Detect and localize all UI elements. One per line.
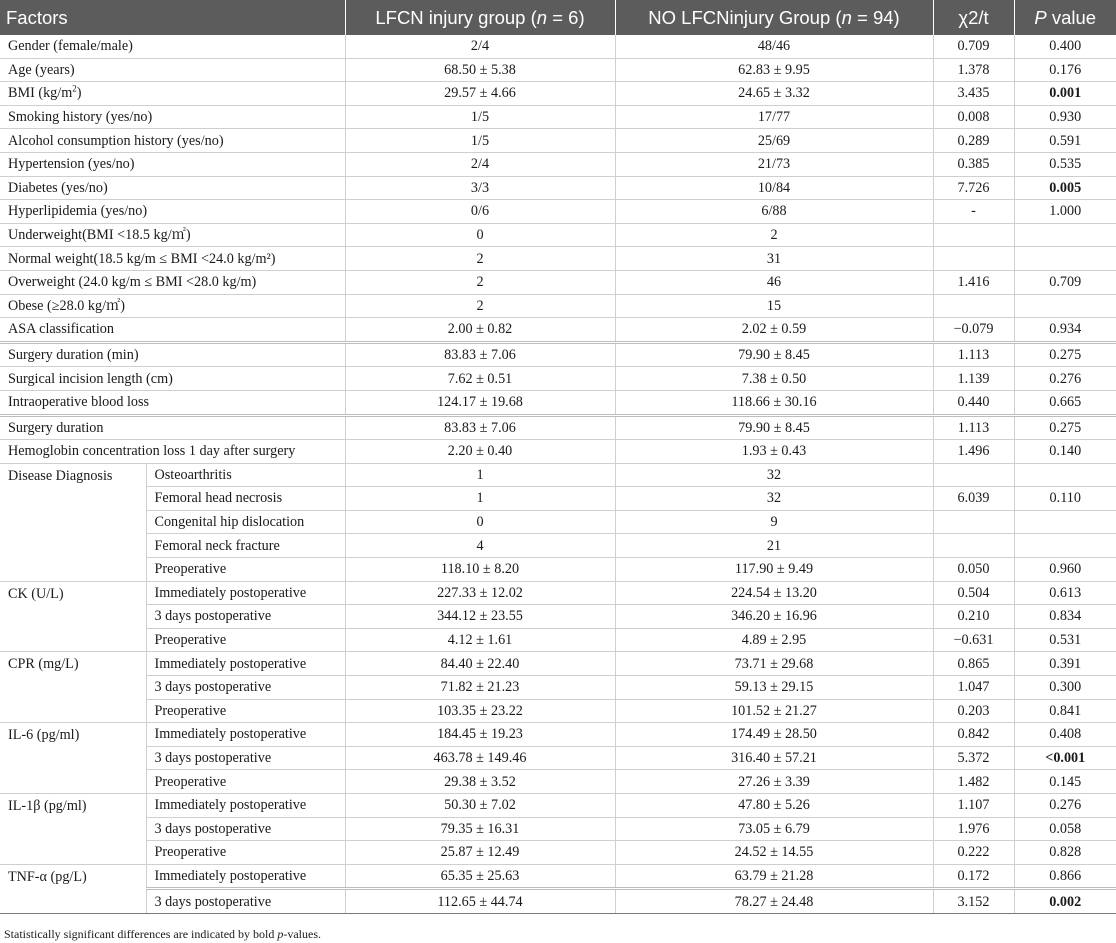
group-label: Disease Diagnosis	[0, 463, 146, 581]
lfcn-value: 112.65 ± 44.74	[345, 889, 615, 914]
lfcn-value: 29.38 ± 3.52	[345, 770, 615, 794]
table-row	[0, 440, 1116, 464]
p-value: 1.000	[1014, 200, 1116, 224]
no-lfcn-value: 48/46	[615, 35, 933, 58]
chi-value	[933, 534, 1014, 558]
lfcn-value: 1	[345, 487, 615, 511]
no-lfcn-value: 78.27 ± 24.48	[615, 889, 933, 914]
p-value: 0.934	[1014, 318, 1116, 343]
lfcn-value: 463.78 ± 149.46	[345, 746, 615, 770]
no-lfcn-value: 63.79 ± 21.28	[615, 864, 933, 889]
lfcn-value: 344.12 ± 23.55	[345, 605, 615, 629]
no-lfcn-value: 7.38 ± 0.50	[615, 367, 933, 391]
factor-label: Alcohol consumption history (yes/no)	[0, 129, 345, 153]
p-value: 0.058	[1014, 817, 1116, 841]
p-value: <0.001	[1014, 746, 1116, 770]
no-lfcn-value: 174.49 ± 28.50	[615, 723, 933, 747]
factor-label: Surgery duration (min)	[0, 342, 345, 367]
lfcn-value: 1/5	[345, 105, 615, 129]
table-row	[0, 841, 1116, 865]
lfcn-value: 227.33 ± 12.02	[345, 581, 615, 605]
table-row	[0, 82, 1116, 106]
chi-value: 0.842	[933, 723, 1014, 747]
no-lfcn-value: 24.65 ± 3.32	[615, 82, 933, 106]
chi-value: 0.709	[933, 35, 1014, 58]
p-value: 0.709	[1014, 270, 1116, 294]
header-factors: Factors	[0, 0, 345, 35]
subfactor-label: Femoral neck fracture	[146, 534, 345, 558]
no-lfcn-value: 117.90 ± 9.49	[615, 558, 933, 582]
p-value	[1014, 534, 1116, 558]
table-row	[0, 676, 1116, 700]
p-value: 0.535	[1014, 152, 1116, 176]
p-value: 0.834	[1014, 605, 1116, 629]
lfcn-value: 2.00 ± 0.82	[345, 318, 615, 343]
table-row	[0, 105, 1116, 129]
no-lfcn-value: 21	[615, 534, 933, 558]
p-value: 0.276	[1014, 367, 1116, 391]
no-lfcn-value: 101.52 ± 21.27	[615, 699, 933, 723]
chi-value: 1.113	[933, 342, 1014, 367]
no-lfcn-value: 27.26 ± 3.39	[615, 770, 933, 794]
p-value: 0.828	[1014, 841, 1116, 865]
factor-label: Gender (female/male)	[0, 35, 345, 58]
lfcn-value: 0	[345, 510, 615, 534]
chi-value: 1.378	[933, 58, 1014, 82]
no-lfcn-value: 79.90 ± 8.45	[615, 415, 933, 440]
chi-value	[933, 294, 1014, 318]
lfcn-value: 65.35 ± 25.63	[345, 864, 615, 889]
chi-value: 3.435	[933, 82, 1014, 106]
lfcn-value: 184.45 ± 19.23	[345, 723, 615, 747]
chi-value: 0.050	[933, 558, 1014, 582]
subfactor-label: Immediately postoperative	[146, 581, 345, 605]
chi-value: 0.210	[933, 605, 1014, 629]
lfcn-value: 79.35 ± 16.31	[345, 817, 615, 841]
table-footnote: Statistically significant differences are indicated by bold p-values.	[4, 927, 322, 941]
table-row	[0, 58, 1116, 82]
factor-label: Hyperlipidemia (yes/no)	[0, 200, 345, 224]
factor-label: Surgical incision length (cm)	[0, 367, 345, 391]
p-value: 0.613	[1014, 581, 1116, 605]
chi-value: 1.107	[933, 794, 1014, 818]
no-lfcn-value: 6/88	[615, 200, 933, 224]
factor-label: Underweight(BMI <18.5 kg/㎡)	[0, 223, 345, 247]
lfcn-value: 0/6	[345, 200, 615, 224]
chi-value: 0.008	[933, 105, 1014, 129]
no-lfcn-value: 47.80 ± 5.26	[615, 794, 933, 818]
no-lfcn-value: 2.02 ± 0.59	[615, 318, 933, 343]
no-lfcn-value: 4.89 ± 2.95	[615, 628, 933, 652]
subfactor-label: Preoperative	[146, 841, 345, 865]
table-row	[0, 294, 1116, 318]
header-no-lfcn-group: NO LFCNinjury Group (n = 94)	[615, 0, 933, 35]
table-row	[0, 746, 1116, 770]
p-value	[1014, 463, 1116, 487]
p-value: 0.391	[1014, 652, 1116, 676]
group-label: IL-6 (pg/ml)	[0, 723, 146, 794]
no-lfcn-value: 31	[615, 247, 933, 271]
factor-label: Age (years)	[0, 58, 345, 82]
p-value	[1014, 294, 1116, 318]
p-value	[1014, 223, 1116, 247]
factor-label: BMI $(kg/m^2)$	[0, 82, 345, 106]
no-lfcn-value: 59.13 ± 29.15	[615, 676, 933, 700]
factor-label: Smoking history (yes/no)	[0, 105, 345, 129]
subfactor-label: Immediately postoperative	[146, 864, 345, 889]
chi-value: 0.440	[933, 390, 1014, 415]
no-lfcn-value: 2	[615, 223, 933, 247]
chi-value: 0.289	[933, 129, 1014, 153]
subfactor-label: Osteoarthritis	[146, 463, 345, 487]
table-row	[0, 176, 1116, 200]
lfcn-value: 3/3	[345, 176, 615, 200]
chi-value: 3.152	[933, 889, 1014, 914]
table-row	[0, 318, 1116, 343]
no-lfcn-value: 118.66 ± 30.16	[615, 390, 933, 415]
no-lfcn-value: 46	[615, 270, 933, 294]
p-value: 0.300	[1014, 676, 1116, 700]
table-row	[0, 152, 1116, 176]
subfactor-label: Preoperative	[146, 558, 345, 582]
table-row	[0, 723, 1116, 747]
subfactor-label: Preoperative	[146, 699, 345, 723]
table-row	[0, 889, 1116, 914]
chi-value: 0.172	[933, 864, 1014, 889]
subfactor-label: Preoperative	[146, 628, 345, 652]
p-value: 0.960	[1014, 558, 1116, 582]
lfcn-value: 83.83 ± 7.06	[345, 415, 615, 440]
header-lfcn-group: LFCN injury group (n = 6)	[345, 0, 615, 35]
lfcn-value: 2/4	[345, 152, 615, 176]
no-lfcn-value: 73.71 ± 29.68	[615, 652, 933, 676]
table-row	[0, 223, 1116, 247]
table-row	[0, 699, 1116, 723]
table-row	[0, 270, 1116, 294]
p-value: 0.665	[1014, 390, 1116, 415]
lfcn-value: 103.35 ± 23.22	[345, 699, 615, 723]
table-row	[0, 200, 1116, 224]
group-label: TNF-α (pg/L)	[0, 864, 146, 913]
lfcn-value: 84.40 ± 22.40	[345, 652, 615, 676]
chi-value: 1.976	[933, 817, 1014, 841]
table-row	[0, 581, 1116, 605]
subfactor-label: Femoral head necrosis	[146, 487, 345, 511]
subfactor-label: 3 days postoperative	[146, 889, 345, 914]
table-row	[0, 628, 1116, 652]
group-label: CPR (mg/L)	[0, 652, 146, 723]
p-value: 0.276	[1014, 794, 1116, 818]
no-lfcn-value: 21/73	[615, 152, 933, 176]
p-value: 0.275	[1014, 415, 1116, 440]
no-lfcn-value: 224.54 ± 13.20	[615, 581, 933, 605]
factor-label: Hypertension (yes/no)	[0, 152, 345, 176]
p-value: 0.140	[1014, 440, 1116, 464]
lfcn-value: 68.50 ± 5.38	[345, 58, 615, 82]
subfactor-label: Immediately postoperative	[146, 794, 345, 818]
no-lfcn-value: 17/77	[615, 105, 933, 129]
p-value	[1014, 510, 1116, 534]
p-value: 0.841	[1014, 699, 1116, 723]
header-chi-t: χ2/t	[933, 0, 1014, 35]
factor-label: Normal weight(18.5 kg/m ≤ BMI <24.0 kg/m²)	[0, 247, 345, 271]
table-row	[0, 247, 1116, 271]
chi-value: 0.385	[933, 152, 1014, 176]
lfcn-value: 1	[345, 463, 615, 487]
lfcn-value: 1/5	[345, 129, 615, 153]
lfcn-value: 29.57 ± 4.66	[345, 82, 615, 106]
subfactor-label: 3 days postoperative	[146, 817, 345, 841]
chi-value: 0.504	[933, 581, 1014, 605]
lfcn-value: 83.83 ± 7.06	[345, 342, 615, 367]
factor-label: Hemoglobin concentration loss 1 day after surgery	[0, 440, 345, 464]
group-label: IL-1β (pg/ml)	[0, 794, 146, 865]
subfactor-label: 3 days postoperative	[146, 746, 345, 770]
header-p-value: P value	[1014, 0, 1116, 35]
lfcn-value: 50.30 ± 7.02	[345, 794, 615, 818]
subfactor-label: Preoperative	[146, 770, 345, 794]
chi-value: 0.222	[933, 841, 1014, 865]
lfcn-value: 0	[345, 223, 615, 247]
table-row	[0, 463, 1116, 487]
no-lfcn-value: 79.90 ± 8.45	[615, 342, 933, 367]
factor-label: Intraoperative blood loss	[0, 390, 345, 415]
table-row	[0, 342, 1116, 367]
chi-value	[933, 223, 1014, 247]
p-value: 0.591	[1014, 129, 1116, 153]
lfcn-value: 124.17 ± 19.68	[345, 390, 615, 415]
table-row	[0, 652, 1116, 676]
table-row	[0, 794, 1116, 818]
lfcn-value: 118.10 ± 8.20	[345, 558, 615, 582]
chi-value: 0.865	[933, 652, 1014, 676]
p-value: 0.002	[1014, 889, 1116, 914]
table-row	[0, 129, 1116, 153]
p-value: 0.145	[1014, 770, 1116, 794]
table-row	[0, 510, 1116, 534]
table-row	[0, 817, 1116, 841]
p-value: 0.001	[1014, 82, 1116, 106]
p-value: 0.005	[1014, 176, 1116, 200]
no-lfcn-value: 15	[615, 294, 933, 318]
p-value: 0.930	[1014, 105, 1116, 129]
no-lfcn-value: 1.93 ± 0.43	[615, 440, 933, 464]
chi-value: 1.139	[933, 367, 1014, 391]
lfcn-value: 4.12 ± 1.61	[345, 628, 615, 652]
chi-value: 5.372	[933, 746, 1014, 770]
lfcn-value: 7.62 ± 0.51	[345, 367, 615, 391]
chi-value: 1.496	[933, 440, 1014, 464]
table-row	[0, 558, 1116, 582]
lfcn-value: 25.87 ± 12.49	[345, 841, 615, 865]
no-lfcn-value: 316.40 ± 57.21	[615, 746, 933, 770]
lfcn-value: 4	[345, 534, 615, 558]
table-row	[0, 534, 1116, 558]
table-row	[0, 864, 1116, 889]
subfactor-label: Immediately postoperative	[146, 723, 345, 747]
lfcn-value: 2	[345, 270, 615, 294]
lfcn-value: 2	[345, 247, 615, 271]
lfcn-value: 2/4	[345, 35, 615, 58]
factor-label: ASA classification	[0, 318, 345, 343]
p-value: 0.531	[1014, 628, 1116, 652]
table-row	[0, 35, 1116, 58]
no-lfcn-value: 73.05 ± 6.79	[615, 817, 933, 841]
chi-value: 7.726	[933, 176, 1014, 200]
no-lfcn-value: 32	[615, 463, 933, 487]
subfactor-label: Congenital hip dislocation	[146, 510, 345, 534]
factor-label: Surgery duration	[0, 415, 345, 440]
group-label: CK (U/L)	[0, 581, 146, 652]
subfactor-label: 3 days postoperative	[146, 676, 345, 700]
lfcn-value: 2	[345, 294, 615, 318]
no-lfcn-value: 346.20 ± 16.96	[615, 605, 933, 629]
chi-value: -	[933, 200, 1014, 224]
subfactor-label: Immediately postoperative	[146, 652, 345, 676]
factor-label: Overweight (24.0 kg/m ≤ BMI <28.0 kg/m)	[0, 270, 345, 294]
p-value: 0.275	[1014, 342, 1116, 367]
factor-label: Diabetes (yes/no)	[0, 176, 345, 200]
table-row	[0, 487, 1116, 511]
no-lfcn-value: 9	[615, 510, 933, 534]
chi-value: −0.631	[933, 628, 1014, 652]
p-value: 0.176	[1014, 58, 1116, 82]
no-lfcn-value: 32	[615, 487, 933, 511]
chi-value: 1.482	[933, 770, 1014, 794]
no-lfcn-value: 24.52 ± 14.55	[615, 841, 933, 865]
p-value: 0.408	[1014, 723, 1116, 747]
chi-value	[933, 247, 1014, 271]
chi-value: 1.047	[933, 676, 1014, 700]
factor-label: Obese (≥28.0 kg/㎡)	[0, 294, 345, 318]
table-row	[0, 605, 1116, 629]
lfcn-value: 71.82 ± 21.23	[345, 676, 615, 700]
chi-value: 0.203	[933, 699, 1014, 723]
table-header-row	[0, 0, 1116, 35]
chi-value	[933, 463, 1014, 487]
chi-value: −0.079	[933, 318, 1014, 343]
table-row	[0, 390, 1116, 415]
chi-value: 1.416	[933, 270, 1014, 294]
lfcn-value: 2.20 ± 0.40	[345, 440, 615, 464]
p-value: 0.866	[1014, 864, 1116, 889]
p-value	[1014, 247, 1116, 271]
chi-value: 6.039	[933, 487, 1014, 511]
table-row	[0, 415, 1116, 440]
no-lfcn-value: 25/69	[615, 129, 933, 153]
no-lfcn-value: 62.83 ± 9.95	[615, 58, 933, 82]
p-value: 0.110	[1014, 487, 1116, 511]
table-row	[0, 770, 1116, 794]
no-lfcn-value: 10/84	[615, 176, 933, 200]
subfactor-label: 3 days postoperative	[146, 605, 345, 629]
chi-value: 1.113	[933, 415, 1014, 440]
table-row	[0, 367, 1116, 391]
chi-value	[933, 510, 1014, 534]
p-value: 0.400	[1014, 35, 1116, 58]
